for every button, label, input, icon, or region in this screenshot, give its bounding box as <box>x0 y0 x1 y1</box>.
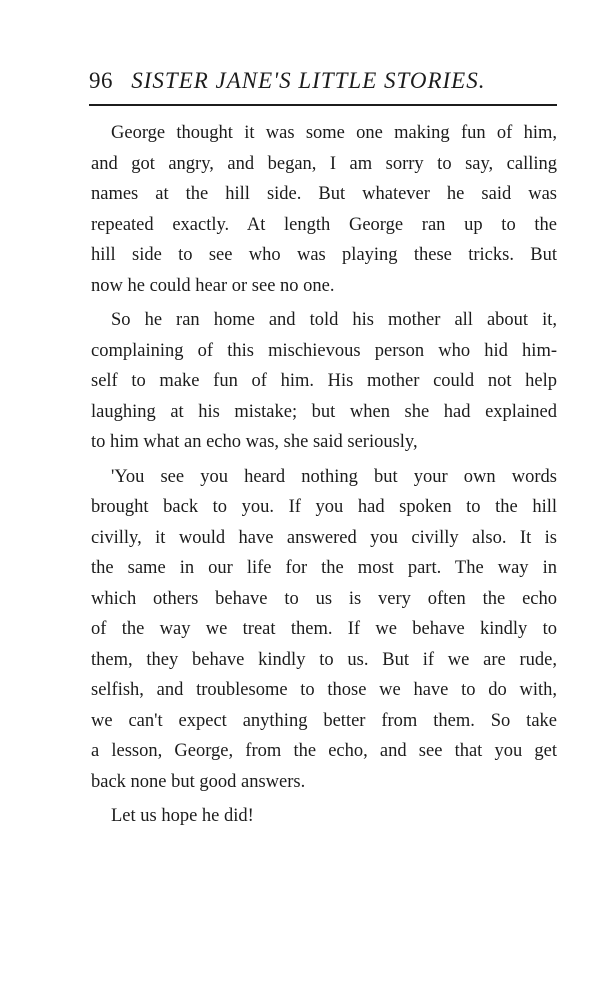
text-line: laughing at his mistake; but when she had explained <box>91 401 557 422</box>
text-line: brought back to you. If you had spoken to the hill <box>91 497 557 517</box>
text-line: to him what an echo was, she said seriously, <box>91 432 418 452</box>
text-line: we can't expect anything better from them. So take <box>91 710 557 731</box>
paragraph-2 <box>91 305 557 458</box>
text-line: So he ran home and told his mother all about it, <box>111 310 557 330</box>
text-line: complaining of this mischievous person who hid him- <box>91 340 557 361</box>
text-line: of the way we treat them. If we behave kindly to <box>91 619 557 639</box>
text-line: self to make fun of him. His mother could not help <box>91 371 557 391</box>
text-line: which others behave to us is very often the echo <box>91 588 557 609</box>
text-line: them, they behave kindly to us. But if we are rude, <box>91 649 557 670</box>
text-line: 'You see you heard nothing but your own words <box>111 466 557 487</box>
text-line: repeated exactly. At length George ran up to the <box>91 214 557 235</box>
body-text <box>91 118 557 832</box>
text-line: back none but good answers. <box>91 771 306 792</box>
text-line: now he could hear or see no one. <box>91 275 335 296</box>
paragraph-4 <box>91 801 557 832</box>
page-number: 96 <box>89 68 113 93</box>
page-header <box>89 66 557 96</box>
text-line: selfish, and troublesome to those we have to do with, <box>91 680 557 700</box>
text-line: civilly, it would have answered you civilly also. It is <box>91 527 557 548</box>
text-line: the same in our life for the most part. The way in <box>91 558 557 578</box>
text-line: George thought it was some one making fun of him, <box>111 123 557 143</box>
running-title: SISTER JANE'S LITTLE STORIES. <box>131 68 486 93</box>
text-line: and got angry, and began, I am sorry to say, calling <box>91 153 557 174</box>
header-rule <box>89 104 557 106</box>
paragraph-1 <box>91 118 557 301</box>
text-line: names at the hill side. But whatever he said was <box>91 184 557 204</box>
text-line: a lesson, George, from the echo, and see that you get <box>91 741 557 761</box>
paragraph-3 <box>91 462 557 798</box>
text-line: Let us hope he did! <box>111 806 254 826</box>
text-line: hill side to see who was playing these tricks. But <box>91 245 557 265</box>
